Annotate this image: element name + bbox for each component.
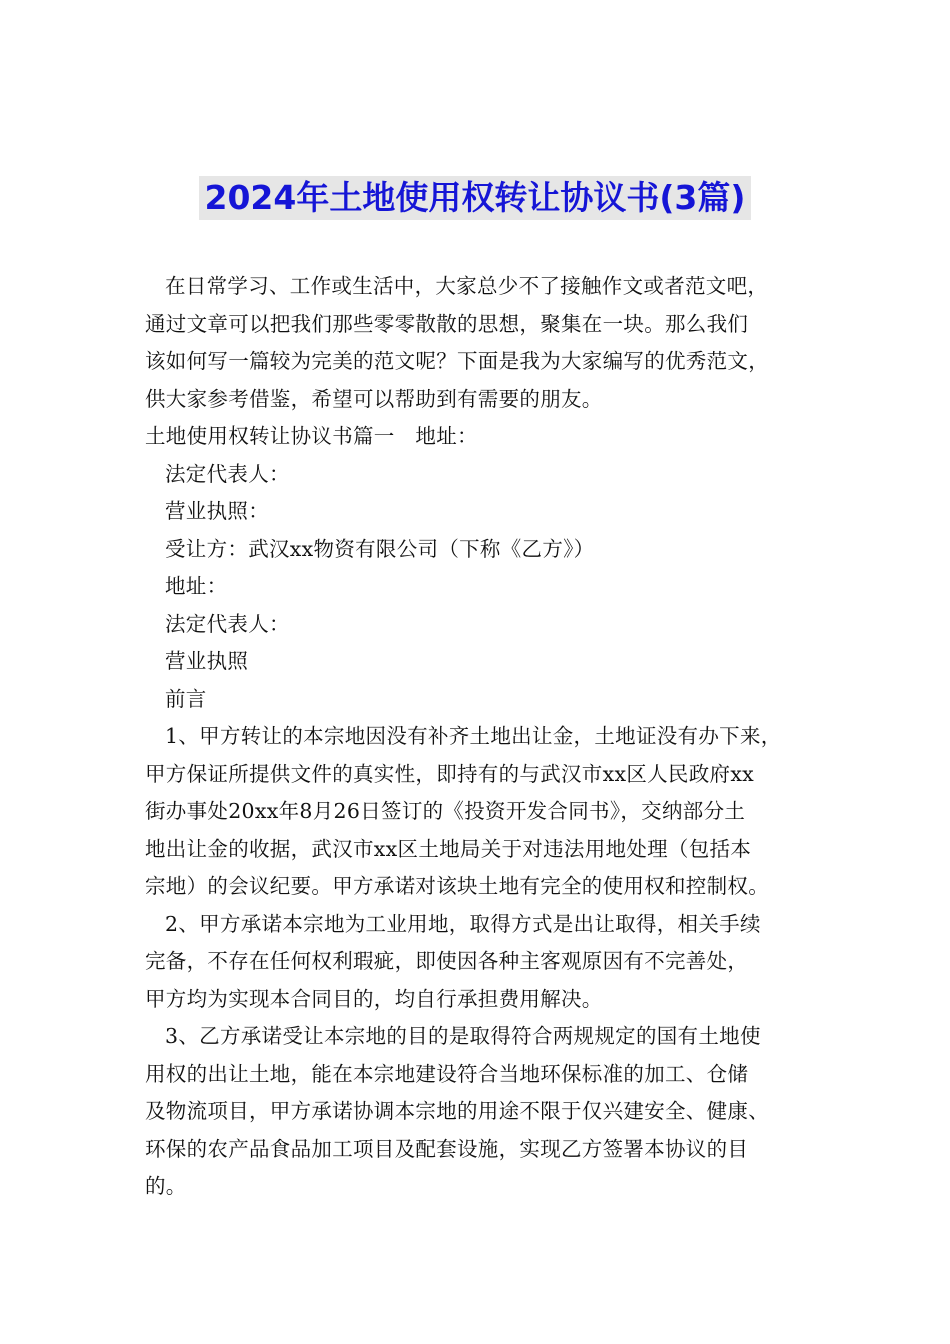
clause-1: [145, 718, 825, 906]
intro-line: 该如何写一篇较为完美的范文呢？下面是我为大家编写的优秀范文，: [145, 349, 769, 373]
clause-line: 街办事处20xx年8月26日签订的《投资开发合同书》，交纳部分土: [145, 799, 746, 823]
intro-line: 通过文章可以把我们那些零零散散的思想，聚集在一块。那么我们: [145, 311, 749, 336]
clause-2: [145, 906, 825, 1019]
clause-line: 环保的农产品食品加工项目及配套设施，实现乙方签署本协议的目: [145, 1136, 749, 1161]
clause-line: 甲方均为实现本合同目的，均自行承担费用解决。: [145, 986, 603, 1011]
clause-3: [145, 1018, 825, 1206]
section-heading: 土地使用权转让协议书篇一 地址：: [145, 424, 478, 448]
clause-line: 1、甲方转让的本宗地因没有补齐土地出让金，土地证没有办下来，: [165, 724, 782, 748]
clause-line: 3、乙方承诺受让本宗地的目的是取得符合两规规定的国有土地使: [165, 1024, 761, 1048]
field-address: 地址：: [165, 574, 228, 598]
clause-line: 的。: [145, 1174, 187, 1198]
party-fields: [145, 456, 825, 719]
clause-line: 用权的出让土地，能在本宗地建设符合当地环保标准的加工、仓储: [145, 1061, 749, 1086]
field-business-license-2: 营业执照: [165, 649, 249, 673]
title-container: [0, 176, 950, 220]
clause-line: 2、甲方承诺本宗地为工业用地，取得方式是出让取得，相关手续: [165, 911, 761, 936]
preface-heading: 前言: [165, 686, 207, 711]
field-transferee: 受让方：武汉xx物资有限公司（下称《乙方》）: [165, 536, 595, 561]
document-body: [145, 268, 825, 1206]
clause-line: 地出让金的收据，武汉市xx区土地局关于对违法用地处理（包括本: [145, 836, 752, 861]
intro-paragraph: [145, 268, 825, 418]
field-legal-representative: 法定代表人：: [165, 461, 290, 486]
document-title: 2024年土地使用权转让协议书(3篇): [199, 176, 752, 220]
clause-line: 宗地）的会议纪要。甲方承诺对该块土地有完全的使用权和控制权。: [145, 874, 769, 898]
field-legal-representative-2: 法定代表人：: [165, 611, 290, 636]
intro-line: 供大家参考借鉴，希望可以帮助到有需要的朋友。: [145, 386, 603, 411]
clause-line: 甲方保证所提供文件的真实性，即持有的与武汉市xx区人民政府xx: [145, 761, 755, 786]
clause-line: 及物流项目，甲方承诺协调本宗地的用途不限于仅兴建安全、健康、: [145, 1099, 769, 1123]
clause-line: 完备，不存在任何权利瑕疵，即使因各种主客观原因有不完善处，: [145, 949, 749, 973]
field-business-license: 营业执照：: [165, 499, 269, 523]
intro-line: 在日常学习、工作或生活中，大家总少不了接触作文或者范文吧，: [165, 274, 769, 298]
